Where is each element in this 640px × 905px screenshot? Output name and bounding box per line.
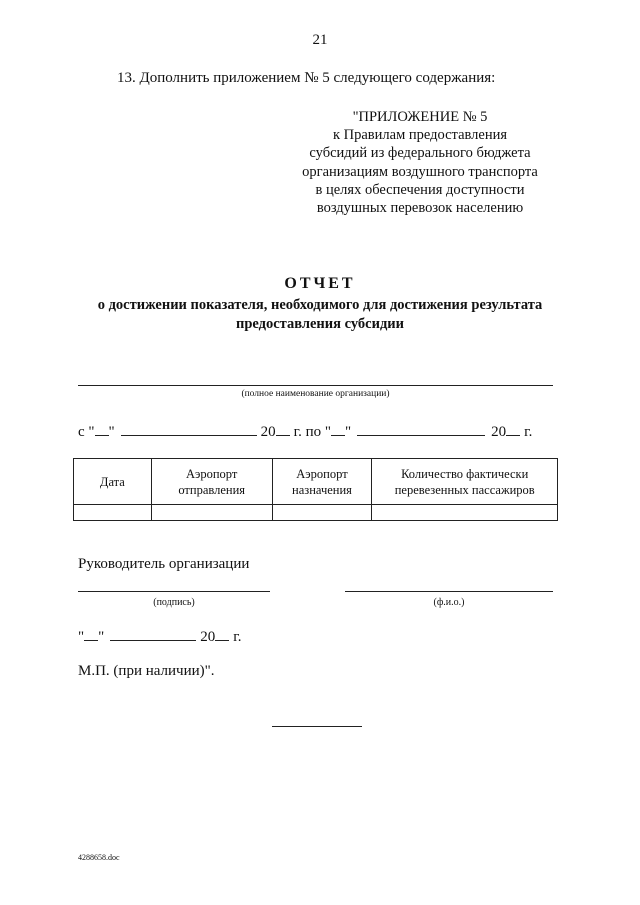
signature-line [78,591,270,592]
end-divider [272,726,362,727]
appendix-line: воздушных перевозок населению [316,200,524,217]
period-to-prefix: г. по " [293,424,332,440]
table-header-arrival-airport: Аэропорт назначения [272,459,372,505]
amendment-item: 13. Дополнить приложением № 5 следующего содержания: [117,70,496,86]
organization-name-caption: (полное наименование организации) [241,389,390,399]
page-number: 21 [312,32,328,48]
report-table [73,458,558,521]
table-header-passenger-count: Количество фактически перевезенных пассажиров [372,459,558,505]
period-year-prefix: 20 [491,424,507,440]
report-title: ОТЧЕТ [284,275,356,292]
report-subtitle: о достижении показателя, необходимого для достижения результата предоставления субсидии [97,297,543,332]
table-cell[interactable] [272,505,372,521]
table-cell[interactable] [151,505,272,521]
date-year-suffix: г. [233,629,242,645]
table-cell[interactable] [372,505,558,521]
date-year-blank [215,628,229,641]
appendix-line: субсидий из федерального бюджета [309,145,531,162]
appendix-line: к Правилам предоставления [332,127,508,144]
table-header-date: Дата [74,459,152,505]
period-to-day-blank [331,423,345,436]
signature-caption: (подпись) [153,597,195,608]
date-close-quote: " [98,629,105,645]
period-from-year-blank [276,423,290,436]
appendix-line: в целях обеспечения доступности [315,181,525,198]
date-month-blank [110,628,196,641]
date-year-prefix: 20 [200,629,216,645]
report-period-line [78,423,532,441]
period-from-day-blank [95,423,109,436]
period-quote: " [345,424,352,440]
period-year-prefix: 20 [260,424,276,440]
organization-name-line [78,385,553,386]
appendix-line: организациям воздушного транспорта [302,163,538,180]
period-from-month-blank [121,423,257,436]
table-cell[interactable] [74,505,152,521]
name-line [345,591,553,592]
period-quote: " [108,424,115,440]
period-to-month-blank [357,423,485,436]
name-caption: (ф.и.о.) [433,597,465,608]
appendix-header [300,108,540,217]
period-to-year-blank [506,423,520,436]
manager-label: Руководитель организации [78,556,250,572]
date-open-quote: " [78,629,85,645]
table-header-departure-airport: Аэропорт отправления [151,459,272,505]
signature-date-line [78,628,241,646]
date-day-blank [84,628,98,641]
document-code: 4288658.doc [78,853,120,862]
table-row [74,505,558,521]
table-header-row [74,459,558,505]
appendix-line: "ПРИЛОЖЕНИЕ № 5 [352,109,488,125]
period-year-suffix: г. [524,424,533,440]
stamp-label: М.П. (при наличии)". [78,663,215,679]
period-from-prefix: с " [78,424,95,440]
